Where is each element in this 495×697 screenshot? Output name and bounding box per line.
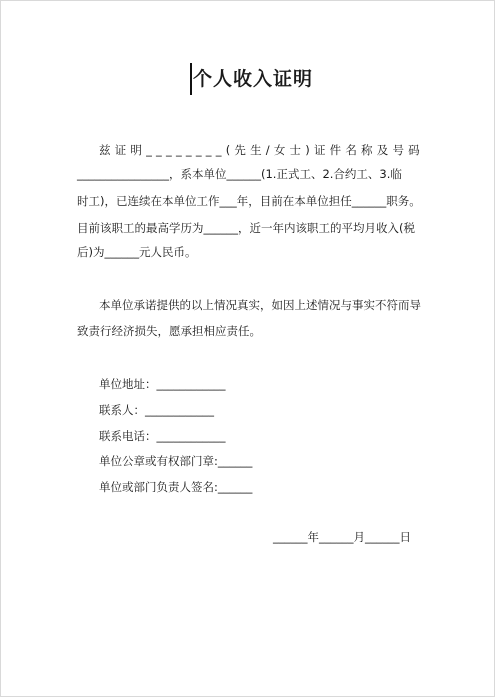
paragraph1-line1: 兹证明________(先生/女士)证件名称及号码 — [99, 143, 424, 157]
field-signature: 单位或部门负责人签名:______ — [99, 480, 253, 494]
field-phone: 联系电话：____________ — [99, 429, 226, 443]
document-title: 个人收入证明 — [193, 68, 314, 90]
paragraph1-line5: 后)为______元人民币。 — [77, 245, 197, 259]
date-line: ______年______月______日 — [273, 530, 411, 544]
paragraph2-line1: 本单位承诺提供的以上情况真实，如因上述情况与事实不符而导 — [99, 298, 421, 312]
field-address: 单位地址：____________ — [99, 377, 226, 391]
field-contact: 联系人：____________ — [99, 403, 214, 417]
field-seal: 单位公章或有权部门章:______ — [99, 454, 253, 468]
paragraph1-line3: 时工)，已连续在本单位工作___年，目前在本单位担任______职务。 — [77, 194, 421, 208]
text-cursor — [190, 63, 192, 95]
paragraph1-line2: ________________，系本单位______(1.正式工、2.合约工、3.临 — [77, 167, 402, 181]
paragraph1-line4: 目前该职工的最高学历为______，近一年内该职工的平均月收入(税 — [77, 221, 415, 235]
paragraph2-line2: 致责行经济损失，愿承担相应责任。 — [77, 324, 261, 338]
